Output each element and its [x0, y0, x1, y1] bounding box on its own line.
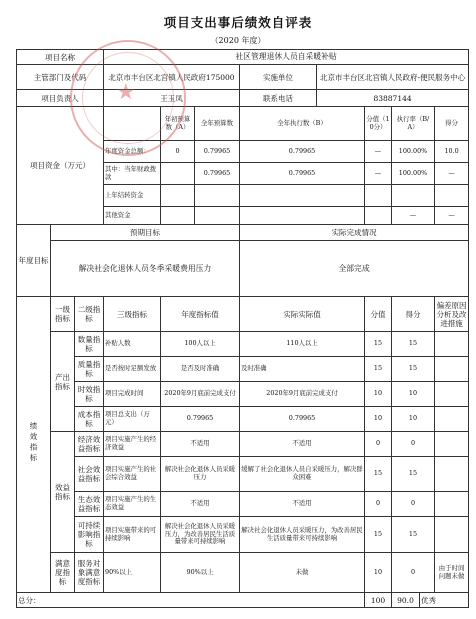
funds-row-label: 年度资金总额： — [104, 141, 161, 163]
indicator-score: 15 — [365, 517, 392, 553]
indicator-row — [17, 382, 469, 407]
indicator-l3: 是否按时足额发放 — [104, 357, 161, 382]
indicator-l3: 项目实施带来的可持续影响 — [104, 517, 161, 553]
indicator-score: 15 — [365, 357, 392, 382]
indicator-score: 0 — [365, 492, 392, 517]
form-title: 项目支出事后绩效自评表 — [163, 15, 313, 30]
indicator-reason — [435, 332, 469, 357]
points-header: 得分 — [435, 107, 469, 141]
indicator-score: 0 — [365, 432, 392, 457]
indicator-l3: 项目实施产生的经济效益 — [104, 432, 161, 457]
project-name-row — [17, 50, 469, 65]
indicator-actual: 未做 — [240, 553, 365, 593]
level2-header: 二级指标 — [75, 297, 104, 332]
funds-points — [435, 185, 469, 207]
indicator-reason — [435, 382, 469, 407]
indicator-l2: 时效指标 — [75, 382, 104, 407]
reason-header: 偏差原因分析及改进措施 — [435, 297, 469, 332]
project-name: 社区管理退休人员自采暖补贴 — [104, 50, 469, 65]
goals-header-row — [17, 225, 469, 241]
score-header: 分值（10分） — [365, 107, 392, 141]
indicator-actual: 不适用 — [240, 492, 365, 517]
funds-rate: 100.00% — [392, 141, 435, 163]
indicator-row — [17, 357, 469, 382]
seal-star-icon: ★ — [116, 80, 136, 105]
indicator-actual: 不适用 — [240, 432, 365, 457]
indicator-target: 90%以上 — [161, 553, 240, 593]
indicator-score: 15 — [365, 457, 392, 492]
indicator-row — [17, 517, 469, 553]
level3-header: 三级指标 — [104, 297, 161, 332]
funds-budget: 0.79965 — [195, 141, 240, 163]
initial-budget-header: 年初预算数（A） — [161, 107, 195, 141]
indicator-target: 解决社会化退休人员采暖压力，为改善居民生活质量带来可持续影响 — [161, 517, 240, 553]
goals-section-label: 年度目标 — [17, 225, 51, 297]
indicator-l3: 项目总支出（万元） — [104, 407, 161, 432]
phone-value: 83887144 — [317, 90, 469, 107]
expected-goal-header: 预期目标 — [51, 225, 240, 241]
indicator-row — [17, 492, 469, 517]
output-indicators-label: 产出指标 — [51, 332, 75, 432]
funds-budget — [195, 185, 240, 207]
indicator-points: 0 — [392, 492, 435, 517]
funds-rate: 100.00% — [392, 163, 435, 185]
indicator-target: 2020年9月底前完成支付 — [161, 382, 240, 407]
indicator-reason — [435, 517, 469, 553]
leader-row — [17, 90, 469, 107]
funds-rate: — — [392, 207, 435, 225]
funds-budget: 0.79965 — [195, 163, 240, 185]
project-name-label: 项目名称 — [17, 50, 104, 65]
indicator-actual: 及时准确 — [240, 357, 365, 382]
indicator-score: 10 — [365, 407, 392, 432]
department-label: 主管部门及代码 — [17, 65, 104, 90]
department-row — [17, 65, 469, 90]
evaluation-table — [16, 49, 469, 608]
actual-value-header: 实际实际值 — [240, 297, 365, 332]
indicator-l3: 补贴人数 — [104, 332, 161, 357]
funds-points: 10.0 — [435, 141, 469, 163]
indicator-l2: 成本指标 — [75, 407, 104, 432]
indicator-reason — [435, 492, 469, 517]
indicator-row — [17, 407, 469, 432]
funds-points: — — [435, 163, 469, 185]
indicator-score: 10 — [365, 553, 392, 593]
total-row — [17, 593, 469, 608]
indicator-target: 是否及时准确 — [161, 357, 240, 382]
indicator-reason — [435, 432, 469, 457]
indicator-l2: 数量指标 — [75, 332, 104, 357]
actual-goal-header: 实际完成情况 — [240, 225, 469, 241]
implementing-unit-value: 北京市丰台区北宫镇人民政府-便民服务中心 — [317, 65, 469, 90]
indicator-target: 不适用 — [161, 492, 240, 517]
full-exec-header: 全年执行数（B） — [240, 107, 365, 141]
indicator-l2: 可持续影响指标 — [75, 517, 104, 553]
indicator-score-header: 分值 — [365, 297, 392, 332]
implementing-unit-label: 实施单位 — [240, 65, 317, 90]
indicator-target: 0.79965 — [161, 407, 240, 432]
funds-exec — [240, 185, 365, 207]
project-leader: 王玉凤 — [104, 90, 240, 107]
phone-label: 联系电话 — [240, 90, 317, 107]
total-score: 100 — [365, 593, 392, 608]
funds-header-row — [17, 107, 469, 141]
indicator-points: 15 — [392, 332, 435, 357]
indicator-points: 10 — [392, 382, 435, 407]
full-budget-header: 全年预算数 — [195, 107, 240, 141]
indicator-points: 15 — [392, 457, 435, 492]
indicator-row — [17, 332, 469, 357]
indicator-l2: 生态效益指标 — [75, 492, 104, 517]
indicator-points: 15 — [392, 357, 435, 382]
indicator-points: 15 — [392, 517, 435, 553]
indicator-points: 0 — [392, 553, 435, 593]
total-points: 90.0 — [392, 593, 420, 608]
indicator-points: 10 — [392, 407, 435, 432]
funds-score: — — [365, 141, 392, 163]
form-year: （2020 年度） — [210, 36, 266, 45]
benefit-indicators-label: 效益指标 — [51, 432, 75, 553]
indicator-target: 不适用 — [161, 432, 240, 457]
indicator-actual: 解决社会化退休人员采暖压力，为改善居民生活质量带来可持续影响 — [240, 517, 365, 553]
funds-exec: 0.79965 — [240, 141, 365, 163]
indicator-row — [17, 457, 469, 492]
satisfaction-row — [17, 553, 469, 593]
project-leader-label: 项目负责人 — [17, 90, 104, 107]
funds-section-label: 项目资金（万元） — [17, 107, 104, 225]
rate-header: 执行率（B/A） — [392, 107, 435, 141]
indicator-reason — [435, 457, 469, 492]
indicator-score: 15 — [365, 332, 392, 357]
indicator-l3: 项目实施产生的社会综合效益 — [104, 457, 161, 492]
indicator-row — [17, 432, 469, 457]
indicator-actual: 缓解了社会化退休人员自采暖压力，解决群众困难 — [240, 457, 365, 492]
funds-row-label: 上年结转资金 — [104, 185, 161, 207]
indicator-points-header: 得分 — [392, 297, 435, 332]
indicators-header-row — [17, 297, 469, 332]
funds-score: — — [365, 163, 392, 185]
funds-row-label: 其他资金 — [104, 207, 161, 225]
funds-score — [365, 185, 392, 207]
indicator-l3: 项目完成时间 — [104, 382, 161, 407]
indicators-section-label: 绩效指标 — [17, 297, 51, 593]
indicator-reason: 由于时间问题未做 — [435, 553, 469, 593]
indicator-l2: 质量指标 — [75, 357, 104, 382]
funds-initial — [161, 163, 195, 185]
indicator-l3: 项目实施产生的生态效益 — [104, 492, 161, 517]
funds-budget — [195, 207, 240, 225]
indicator-l3: 90%以上 — [104, 553, 161, 593]
indicator-l2: 经济效益指标 — [75, 432, 104, 457]
funds-rate — [392, 185, 435, 207]
funds-points: — — [435, 207, 469, 225]
funds-initial — [161, 207, 195, 225]
total-label: 总分： — [17, 593, 365, 608]
indicator-actual: 110人以上 — [240, 332, 365, 357]
target-header: 年度指标值 — [161, 297, 240, 332]
indicator-reason — [435, 407, 469, 432]
indicator-target: 解决社会化退休人员采暖压力 — [161, 457, 240, 492]
indicator-actual: 2020年9月底前完成支付 — [240, 382, 365, 407]
funds-initial: 0 — [161, 141, 195, 163]
indicator-l2: 社会效益指标 — [75, 457, 104, 492]
indicator-score: 10 — [365, 382, 392, 407]
indicator-target: 100人以上 — [161, 332, 240, 357]
funds-score — [365, 207, 392, 225]
department-value: 北京市丰台区北宫镇人民政府175000 — [104, 65, 240, 90]
satisfaction-indicators-label: 满意度指标 — [51, 553, 75, 593]
level1-header: 一级指标 — [51, 297, 75, 332]
total-grade: 优秀 — [420, 593, 469, 608]
funds-row-label: 其中：当年财政拨款 — [104, 163, 161, 185]
actual-goal: 全部完成 — [240, 241, 469, 297]
funds-initial — [161, 185, 195, 207]
indicator-points: 0 — [392, 432, 435, 457]
funds-exec — [240, 207, 365, 225]
indicator-reason — [435, 357, 469, 382]
expected-goal: 解决社会化退休人员冬季采暖费用压力 — [51, 241, 240, 297]
funds-exec: 0.79965 — [240, 163, 365, 185]
indicator-l2: 服务对象满意度指标 — [75, 553, 104, 593]
goals-row — [17, 241, 469, 297]
funds-header-blank — [104, 107, 161, 141]
indicator-actual: 0.79965 — [240, 407, 365, 432]
